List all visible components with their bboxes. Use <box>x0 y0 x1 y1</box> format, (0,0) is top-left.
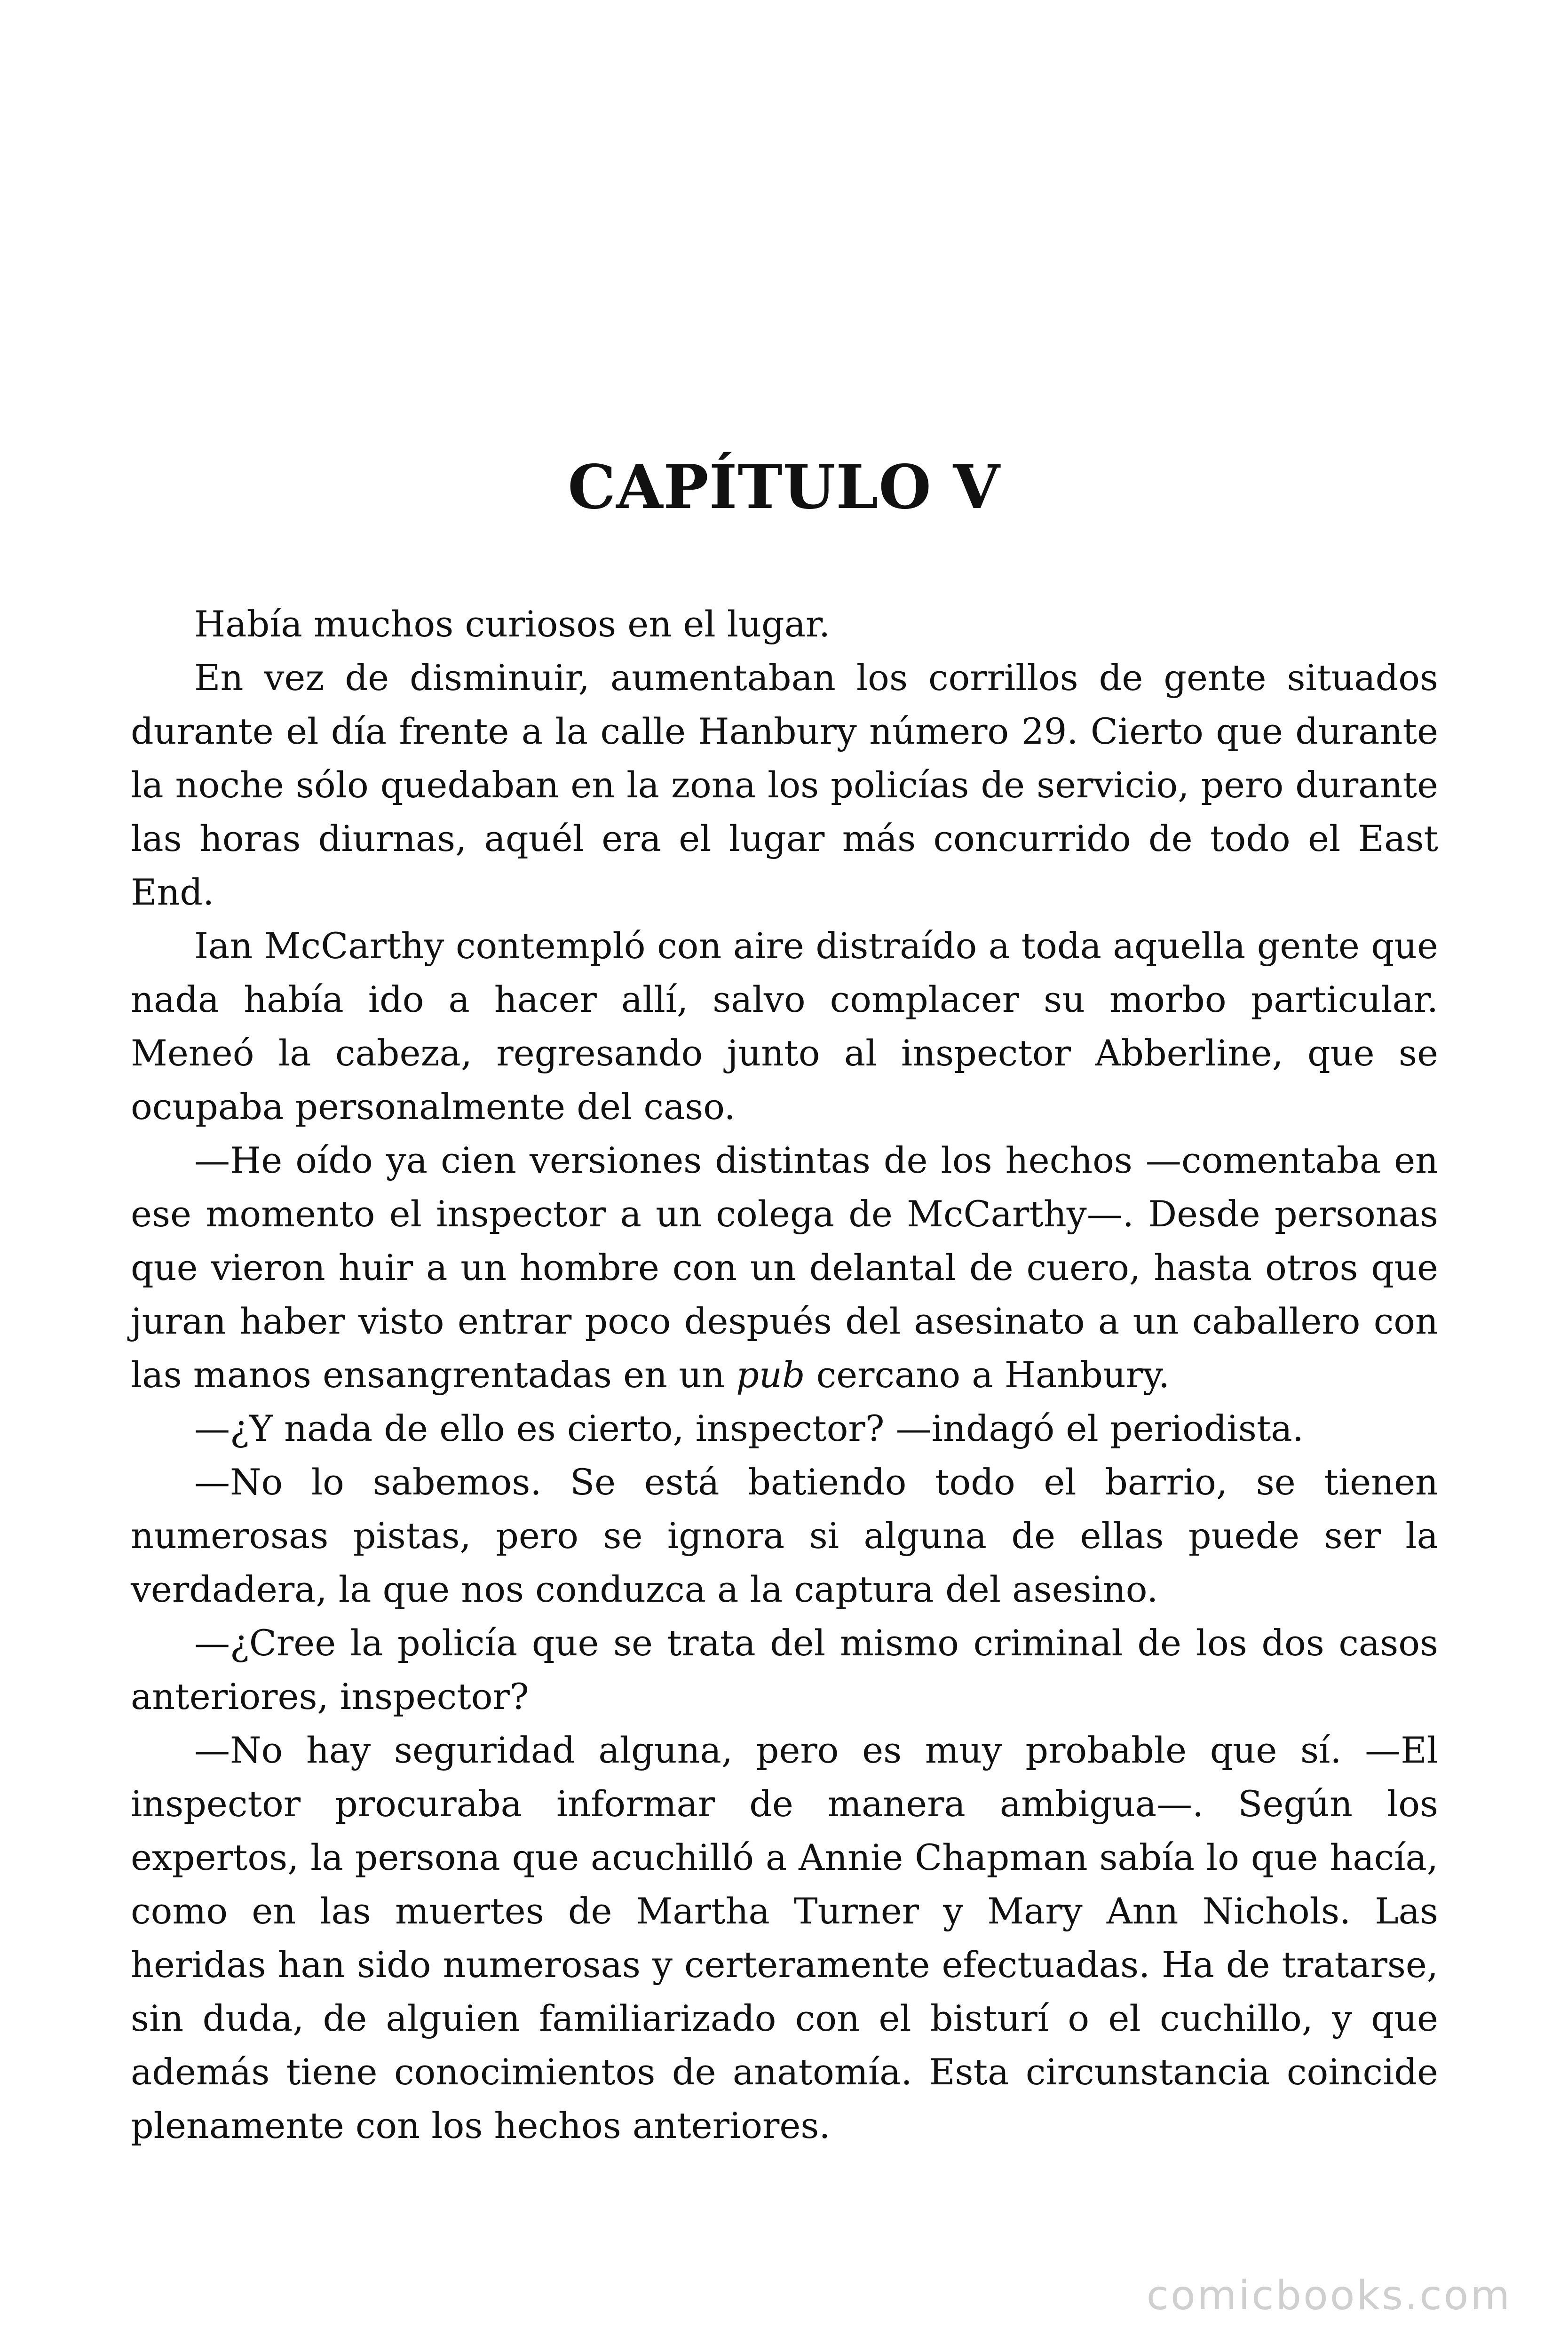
italic-word: pub <box>736 1354 805 1396</box>
paragraph: —¿Cree la policía que se trata del mismo criminal de los dos casos anteriores, inspector? <box>131 1622 1438 1717</box>
paragraph: Había muchos curiosos en el lugar. <box>194 603 831 645</box>
chapter-title: CAPÍTULO V <box>568 452 1000 523</box>
paragraph: Ian McCarthy contempló con aire distraído a toda aquella gente que nada había ido a hacer allí, salvo complacer su morbo particular. Meneó la cabeza, regresando junto al inspector Abberline, que se ocupaba personalmente del caso. <box>131 925 1438 1128</box>
watermark: comicbooks.com <box>1146 2272 1512 2319</box>
paragraph-text: —He oído ya cien versiones distintas de los hechos —comentaba en ese momento el inspector a un colega de McCarthy—. Desde personas que vieron huir a un hombre con un delantal de cuero, hasta otros que juran haber visto entrar poco después del asesinato a un caballero con las manos ensangrentadas en un <box>131 1139 1438 1396</box>
paragraph: En vez de disminuir, aumentaban los corrillos de gente situados durante el día frente a la calle Hanbury número 29. Cierto que durante la noche sólo quedaban en la zona los policías de servicio, pero durante las horas diurnas, aquél era el lugar más concurrido de todo el East End. <box>131 657 1438 913</box>
paragraph: —No lo sabemos. Se está batiendo todo el barrio, se tienen numerosas pistas, pero se ignora si alguna de ellas puede ser la verdadera, la que nos conduzca a la captura del asesino. <box>131 1461 1438 1610</box>
paragraph <box>131 1134 1438 1402</box>
paragraph-text: cercano a Hanbury. <box>805 1354 1170 1396</box>
paragraph: —No hay seguridad alguna, pero es muy probable que sí. —El inspector procuraba informar de manera ambigua—. Según los expertos, la persona que acuchilló a Annie Chapman sabía lo que hacía, como en las muertes de Martha Turner y Mary Ann Nichols. Las heridas han sido numerosas y certeramente efectuadas. Ha de tratarse, sin duda, de alguien familiarizado con el bisturí o el cuchillo, y que además tiene conocimientos de anatomía. Esta circunstancia coincide plenamente con los hechos anteriores. <box>131 1729 1438 2146</box>
chapter-body <box>131 597 1438 2153</box>
paragraph: —¿Y nada de ello es cierto, inspector? —indagó el periodista. <box>194 1407 1304 1449</box>
